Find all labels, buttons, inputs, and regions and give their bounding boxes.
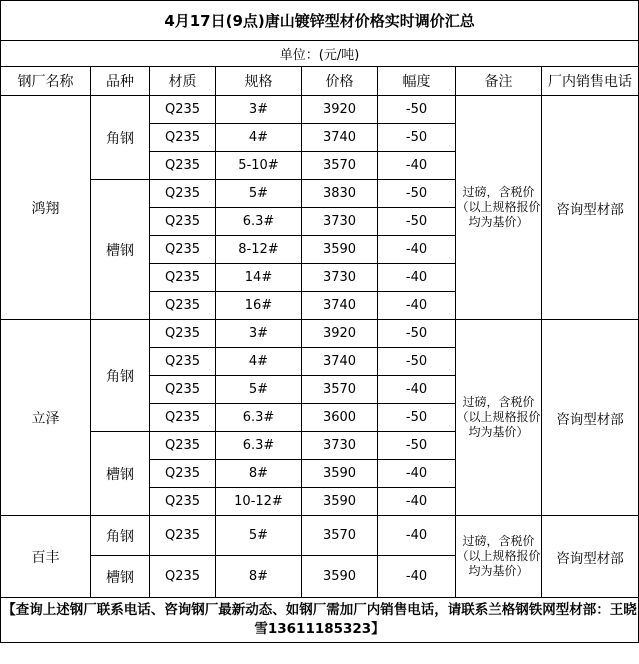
mill-name: 百丰 bbox=[1, 516, 91, 598]
material-cell: Q235 bbox=[150, 488, 216, 516]
sales-contact-cell: 咨询型材部 bbox=[542, 516, 639, 598]
change-cell: -50 bbox=[378, 348, 456, 376]
change-cell: -40 bbox=[378, 516, 456, 556]
change-cell: -40 bbox=[378, 264, 456, 292]
remarks-cell: 过磅，含税价（以上规格报价均为基价） bbox=[456, 320, 542, 516]
variety-name: 槽钢 bbox=[91, 180, 150, 320]
spec-cell: 16# bbox=[216, 292, 302, 320]
spec-cell: 10-12# bbox=[216, 488, 302, 516]
material-cell: Q235 bbox=[150, 152, 216, 180]
spec-cell: 3# bbox=[216, 96, 302, 124]
sales-contact-cell: 咨询型材部 bbox=[542, 96, 639, 320]
price-cell: 3570 bbox=[302, 516, 378, 556]
material-cell: Q235 bbox=[150, 208, 216, 236]
table-row bbox=[1, 320, 639, 348]
header-sales-contact: 厂内销售电话 bbox=[542, 67, 639, 96]
spec-cell: 3# bbox=[216, 320, 302, 348]
material-cell: Q235 bbox=[150, 376, 216, 404]
mill-name: 鸿翔 bbox=[1, 96, 91, 320]
header-row bbox=[1, 67, 639, 96]
variety-name: 角钢 bbox=[91, 516, 150, 556]
header-price: 价格 bbox=[302, 67, 378, 96]
price-cell: 3920 bbox=[302, 320, 378, 348]
price-cell: 3920 bbox=[302, 96, 378, 124]
price-cell: 3830 bbox=[302, 180, 378, 208]
material-cell: Q235 bbox=[150, 320, 216, 348]
spec-cell: 5# bbox=[216, 516, 302, 556]
spec-cell: 4# bbox=[216, 348, 302, 376]
header-variety: 品种 bbox=[91, 67, 150, 96]
material-cell: Q235 bbox=[150, 292, 216, 320]
price-cell: 3590 bbox=[302, 236, 378, 264]
footer-note: 【查询上述钢厂联系电话、咨询钢厂最新动态、如钢厂需加厂内销售电话，请联系兰格钢铁网型材部：王晓雪13611185323】 bbox=[1, 598, 639, 643]
sales-contact-cell: 咨询型材部 bbox=[542, 320, 639, 516]
price-cell: 3740 bbox=[302, 292, 378, 320]
material-cell: Q235 bbox=[150, 96, 216, 124]
spec-cell: 8-12# bbox=[216, 236, 302, 264]
material-cell: Q235 bbox=[150, 432, 216, 460]
price-cell: 3740 bbox=[302, 124, 378, 152]
spec-cell: 4# bbox=[216, 124, 302, 152]
header-remarks: 备注 bbox=[456, 67, 542, 96]
change-cell: -50 bbox=[378, 180, 456, 208]
mill-name: 立泽 bbox=[1, 320, 91, 516]
change-cell: -40 bbox=[378, 292, 456, 320]
variety-name: 角钢 bbox=[91, 320, 150, 432]
spec-cell: 5# bbox=[216, 376, 302, 404]
price-cell: 3570 bbox=[302, 376, 378, 404]
remarks-cell: 过磅，含税价（以上规格报价均为基价） bbox=[456, 96, 542, 320]
table-title: 4月17日(9点)唐山镀锌型材价格实时调价汇总 bbox=[1, 1, 639, 41]
header-change: 幅度 bbox=[378, 67, 456, 96]
price-cell: 3590 bbox=[302, 556, 378, 598]
price-cell: 3740 bbox=[302, 348, 378, 376]
spec-cell: 14# bbox=[216, 264, 302, 292]
change-cell: -50 bbox=[378, 208, 456, 236]
spec-cell: 6.3# bbox=[216, 404, 302, 432]
spec-cell: 5-10# bbox=[216, 152, 302, 180]
change-cell: -40 bbox=[378, 556, 456, 598]
spec-cell: 6.3# bbox=[216, 432, 302, 460]
change-cell: -50 bbox=[378, 432, 456, 460]
variety-name: 槽钢 bbox=[91, 432, 150, 516]
price-cell: 3730 bbox=[302, 264, 378, 292]
material-cell: Q235 bbox=[150, 556, 216, 598]
price-cell: 3600 bbox=[302, 404, 378, 432]
change-cell: -50 bbox=[378, 124, 456, 152]
price-cell: 3570 bbox=[302, 152, 378, 180]
change-cell: -50 bbox=[378, 96, 456, 124]
table-row bbox=[1, 96, 639, 124]
price-cell: 3590 bbox=[302, 460, 378, 488]
price-cell: 3730 bbox=[302, 208, 378, 236]
change-cell: -40 bbox=[378, 376, 456, 404]
change-cell: -40 bbox=[378, 488, 456, 516]
variety-name: 槽钢 bbox=[91, 556, 150, 598]
change-cell: -50 bbox=[378, 320, 456, 348]
material-cell: Q235 bbox=[150, 348, 216, 376]
header-material: 材质 bbox=[150, 67, 216, 96]
header-mill: 钢厂名称 bbox=[1, 67, 91, 96]
material-cell: Q235 bbox=[150, 236, 216, 264]
material-cell: Q235 bbox=[150, 264, 216, 292]
price-rows bbox=[1, 96, 639, 598]
change-cell: -40 bbox=[378, 460, 456, 488]
change-cell: -40 bbox=[378, 236, 456, 264]
change-cell: -50 bbox=[378, 404, 456, 432]
table-row bbox=[1, 516, 639, 556]
price-cell: 3590 bbox=[302, 488, 378, 516]
material-cell: Q235 bbox=[150, 460, 216, 488]
spec-cell: 8# bbox=[216, 556, 302, 598]
header-spec: 规格 bbox=[216, 67, 302, 96]
remarks-cell: 过磅，含税价（以上规格报价均为基价） bbox=[456, 516, 542, 598]
variety-name: 角钢 bbox=[91, 96, 150, 180]
spec-cell: 8# bbox=[216, 460, 302, 488]
material-cell: Q235 bbox=[150, 404, 216, 432]
unit-label: 单位：(元/吨) bbox=[1, 41, 639, 67]
price-cell: 3730 bbox=[302, 432, 378, 460]
material-cell: Q235 bbox=[150, 516, 216, 556]
spec-cell: 5# bbox=[216, 180, 302, 208]
material-cell: Q235 bbox=[150, 180, 216, 208]
change-cell: -40 bbox=[378, 152, 456, 180]
material-cell: Q235 bbox=[150, 124, 216, 152]
spec-cell: 6.3# bbox=[216, 208, 302, 236]
